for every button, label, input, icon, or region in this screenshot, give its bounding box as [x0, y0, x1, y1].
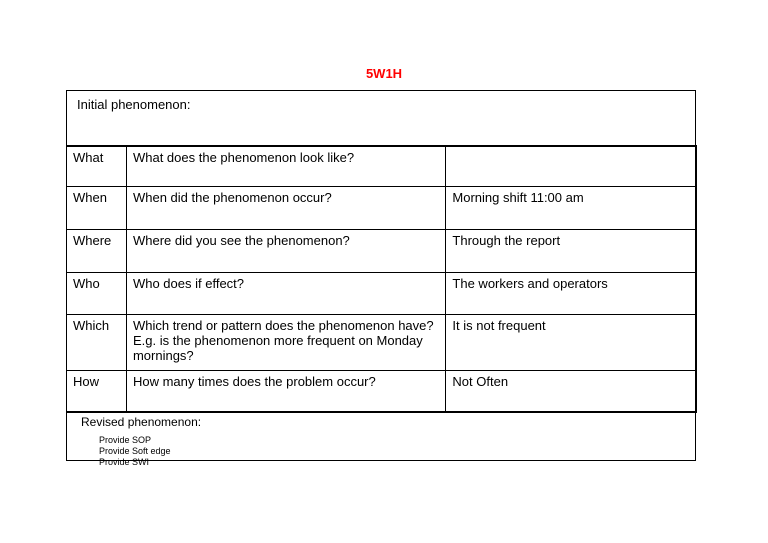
row-question-cell: When did the phenomenon occur?: [126, 186, 445, 229]
row-answer-cell: The workers and operators: [446, 272, 697, 314]
table-row: [67, 186, 697, 229]
row-key-cell: Where: [67, 229, 127, 272]
document-title: 5W1H: [365, 66, 403, 81]
row-answer-cell: Not Often: [446, 370, 697, 412]
list-item: Provide SWI: [99, 457, 150, 467]
row-key-cell: Who: [67, 272, 127, 314]
row-key-cell: When: [67, 186, 127, 229]
revised-items-list: [99, 435, 171, 468]
row-answer-cell: Morning shift 11:00 am: [446, 186, 697, 229]
table-row: [67, 314, 697, 370]
five-w-one-h-table: [66, 145, 697, 413]
list-item: Provide Soft edge: [99, 446, 171, 456]
table-row: [67, 229, 697, 272]
row-key-cell: Which: [67, 314, 127, 370]
five-w-one-h-form: [66, 90, 696, 467]
row-question-cell: What does the phenomenon look like?: [126, 146, 445, 186]
table-row: [67, 370, 697, 412]
row-question-cell: How many times does the problem occur?: [126, 370, 445, 412]
row-question-cell: Where did you see the phenomenon?: [126, 229, 445, 272]
row-key-cell: What: [67, 146, 127, 186]
table-row: [67, 146, 697, 186]
table-row: [67, 272, 697, 314]
revised-phenomenon-label: Revised phenomenon:: [81, 415, 202, 429]
row-answer-cell: [446, 146, 697, 186]
row-question-cell: Which trend or pattern does the phenomenon have? E.g. is the phenomenon more frequent on Monday mornings?: [126, 314, 445, 370]
list-item: Provide SOP: [99, 435, 152, 445]
initial-phenomenon-label: Initial phenomenon:: [77, 97, 191, 112]
row-key-cell: How: [67, 370, 127, 412]
row-answer-cell: It is not frequent: [446, 314, 697, 370]
row-answer-cell: Through the report: [446, 229, 697, 272]
row-question-cell: Who does if effect?: [126, 272, 445, 314]
